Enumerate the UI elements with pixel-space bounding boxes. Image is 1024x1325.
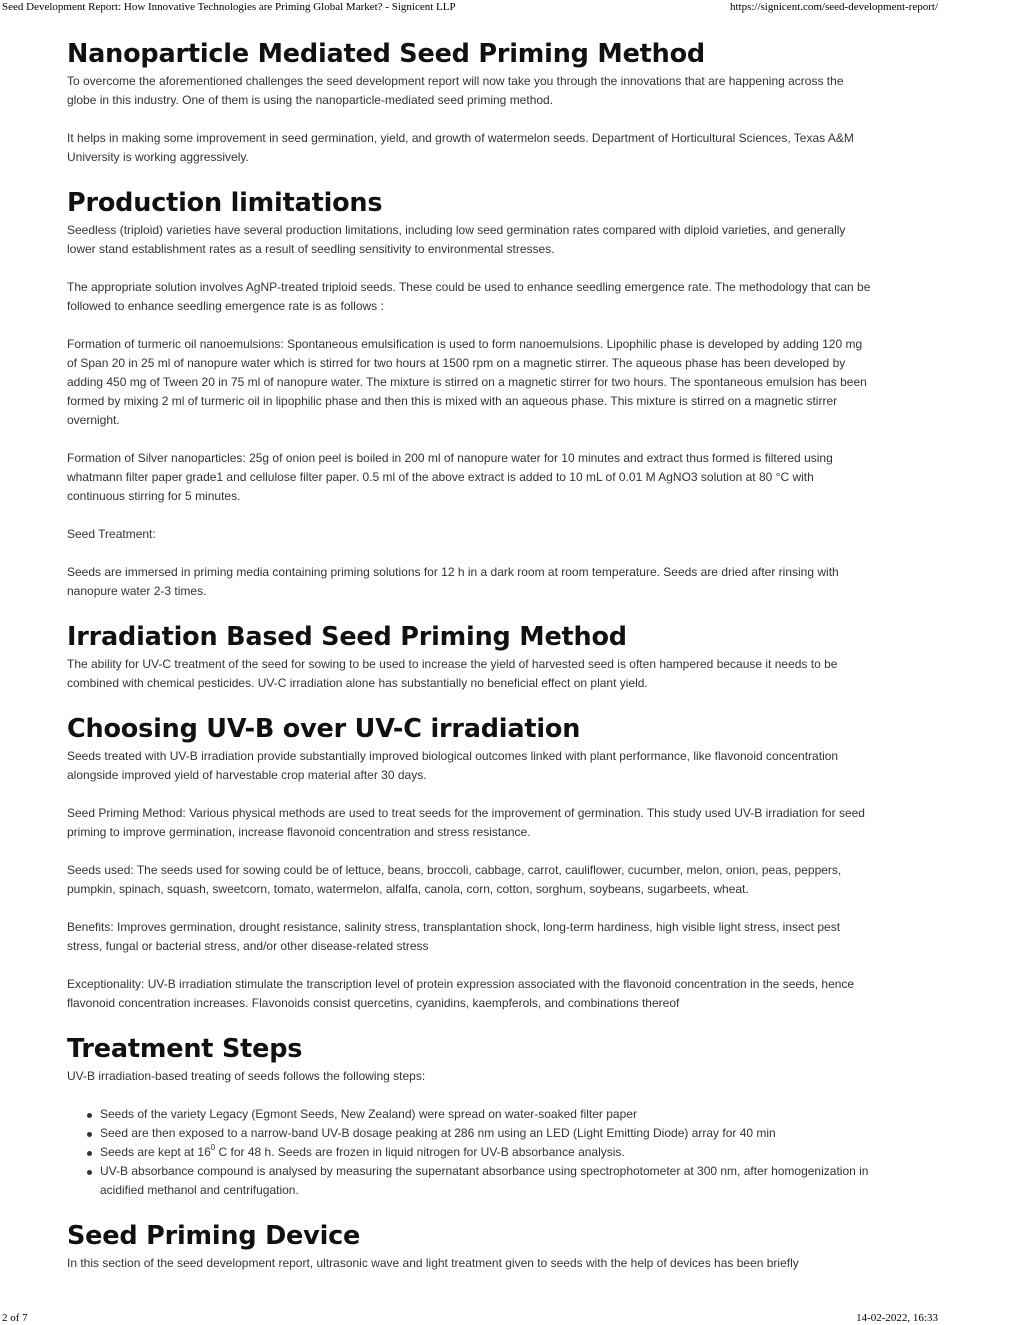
- article-content: [67, 38, 872, 1273]
- superscript: 0: [210, 1143, 216, 1152]
- paragraph: In this section of the seed development report, ultrasonic wave and light treatment given to seeds with the help of devices has been briefly: [67, 1256, 799, 1270]
- heading-nanoparticle: Nanoparticle Mediated Seed Priming Method: [67, 39, 705, 69]
- treatment-steps-list: [67, 1105, 872, 1200]
- list-item: Seeds are kept at $16^0$ C for 48 h. Seeds are frozen in liquid nitrogen for UV-B absorbance analysis.: [100, 1143, 872, 1162]
- list-item: Seeds of the variety Legacy (Egmont Seeds, New Zealand) were spread on water-soaked filter paper: [100, 1105, 872, 1124]
- paragraph: Seed Priming Method: Various physical methods are used to treat seeds for the improvement of germination. This study used UV-B irradiation for seed priming to improve germination, increase flavonoid concentration and stress resistance.: [67, 806, 865, 839]
- print-url: https://signicent.com/seed-development-report/: [729, 1, 938, 13]
- heading-uvb-over-uvc: Choosing UV-B over UV-C irradiation: [67, 714, 581, 744]
- paragraph: Formation of Silver nanoparticles: 25g of onion peel is boiled in 200 ml of nanopure water for 10 minutes and extract thus formed is filtered using whatmann filter paper grade1 and cellulose filter paper. 0.5 ml of the above extract is added to 10 mL of 0.01 M AgNO3 solution at 80 °C with continuous stirring for 5 minutes.: [67, 451, 833, 503]
- heading-treatment-steps: Treatment Steps: [67, 1034, 303, 1064]
- paragraph: Benefits: Improves germination, drought resistance, salinity stress, transplantation shock, long-term hardiness, high visible light stress, insect pest stress, fungal or bacterial stress, and/or other disease-related stress: [67, 920, 841, 953]
- paragraph: Seed Treatment:: [67, 527, 156, 541]
- list-item: UV-B absorbance compound is analysed by measuring the supernatant absorbance using spectrophotometer at 300 nm, after homogenization in acidified methanol and centrifugation.: [100, 1162, 872, 1200]
- page-number: 2 of 7: [2, 1312, 28, 1324]
- paragraph: Seedless (triploid) varieties have several production limitations, including low seed germination rates compared with diploid varieties, and generally lower stand establishment rates as a result of seedling sensitivity to environmental stresses.: [67, 223, 846, 256]
- paragraph: UV-B irradiation-based treating of seeds follows the following steps:: [67, 1069, 426, 1083]
- paragraph: The appropriate solution involves AgNP-treated triploid seeds. These could be used to enhance seedling emergence rate. The methodology that can be followed to enhance seedling emergence rate is as follows :: [67, 280, 871, 313]
- paragraph: The ability for UV-C treatment of the seed for sowing to be used to increase the yield of harvested seed is often hampered because it needs to be combined with chemical pesticides. UV-C irradiation alone has substantially no beneficial effect on plant yield.: [67, 657, 838, 690]
- paragraph: Seeds used: The seeds used for sowing could be of lettuce, beans, broccoli, cabbage, carrot, cauliflower, cucumber, melon, onion, peas, peppers, pumpkin, spinach, squash, sweetcorn, tomato, watermelon, alfalfa, canola, corn, cotton, sorghum, soybeans, sugarbeets, wheat.: [67, 863, 842, 896]
- paragraph: Seeds are immersed in priming media containing priming solutions for 12 h in a dark room at room temperature. Seeds are dried after rinsing with nanopure water 2-3 times.: [67, 565, 839, 598]
- heading-production-limitations: Production limitations: [67, 188, 383, 218]
- paragraph: Exceptionality: UV-B irradiation stimulate the transcription level of protein expression associated with the flavonoid concentration in the seeds, hence flavonoid concentration increases. Flavonoids consist quercetins, cyanidins, kaempferols, and combinations thereof: [67, 977, 855, 1010]
- paragraph: Seeds treated with UV-B irradiation provide substantially improved biological outcomes linked with plant performance, like flavonoid concentration alongside improved yield of harvestable crop material after 30 days.: [67, 749, 839, 782]
- paragraph: It helps in making some improvement in seed germination, yield, and growth of watermelon seeds. Department of Horticultural Sciences, Texas A&M University is working aggressively.: [67, 131, 854, 164]
- paragraph: Formation of turmeric oil nanoemulsions: Spontaneous emulsification is used to form nanoemulsions. Lipophilic phase is developed by adding 120 mg of Span 20 in 25 ml of nanopure water which is stirred for two hours at 1500 rpm on a magnetic stirrer. The aqueous phase has been developed by adding 450 mg of Tween 20 in 75 ml of nanopure water. The mixture is stirred on a magnetic stirrer for two hours. The spontaneous emulsion has been formed by mixing 2 ml of turmeric oil in lipophilic phase and then this is mixed with an aqueous phase. This mixture is stirred on a magnetic stirrer overnight.: [67, 337, 867, 427]
- list-item: Seed are then exposed to a narrow-band UV-B dosage peaking at 286 nm using an LED (Light Emitting Diode) array for 40 min: [100, 1124, 872, 1143]
- print-footer: [0, 1311, 1024, 1325]
- heading-seed-priming-device: Seed Priming Device: [67, 1221, 361, 1251]
- paragraph: To overcome the aforementioned challenges the seed development report will now take you through the innovations that are happening across the globe in this industry. One of them is using the nanoparticle-mediated seed priming method.: [67, 74, 844, 107]
- heading-irradiation: Irradiation Based Seed Priming Method: [67, 622, 627, 652]
- print-datetime: 14-02-2022, 16:33: [856, 1312, 938, 1324]
- print-page-title: Seed Development Report: How Innovative Technologies are Priming Global Market? - Signicent LLP: [2, 1, 456, 13]
- print-header: [0, 0, 1024, 14]
